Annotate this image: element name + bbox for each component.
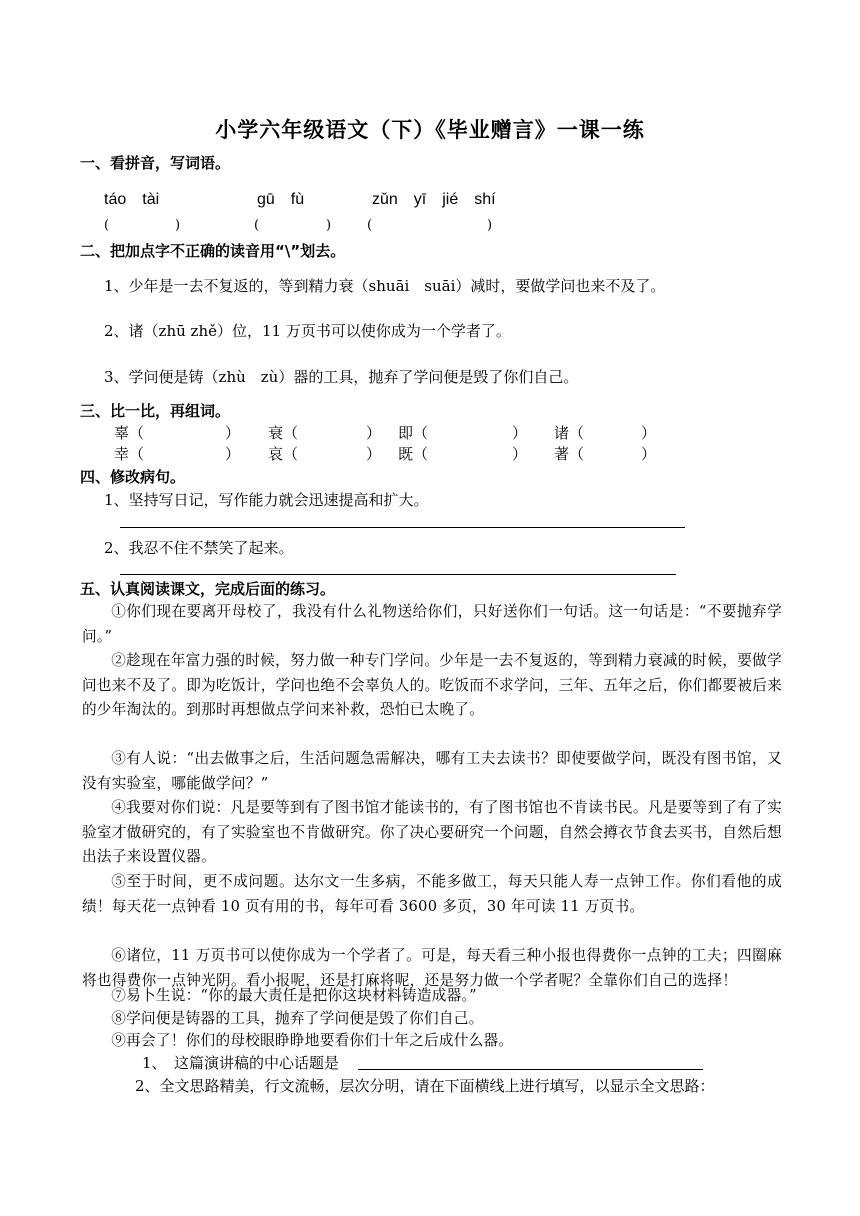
compare-cell: ） bbox=[512, 445, 528, 463]
section-5-heading: 五、认真阅读课文，完成后面的练习。 bbox=[80, 580, 336, 598]
compare-cell: 辜（ bbox=[114, 424, 145, 442]
pinyin-1: táo tài bbox=[104, 191, 160, 208]
answer-paren-close-3: ) bbox=[487, 218, 493, 233]
answer-line bbox=[120, 574, 676, 575]
compare-cell: 幸（ bbox=[114, 445, 145, 463]
reading-item-3: 3、学问便是铸（zhù zù）器的工具，抛弃了学问便是毁了你们自己。 bbox=[104, 368, 579, 386]
section-1-heading: 一、看拼音，写词语。 bbox=[80, 154, 231, 172]
compare-cell: ） bbox=[366, 445, 382, 463]
passage-paragraph-3: ③有人说：“出去做事之后，生活问题急需解决，哪有工夫去读书？即使要做学问，既没有图书馆，又没有实验室，哪能做学问？” bbox=[82, 750, 782, 792]
passage-paragraph-5: ⑤至于时间，更不成问题。达尔文一生多病，不能多做工，每天只能人寿一点钟工作。你们看他的成绩！每天花一点钟看 10 页有用的书，每年可看 3600 多页，30 年可读 11 万页书。 bbox=[82, 873, 782, 915]
compare-cell: 著（ bbox=[554, 445, 585, 463]
compare-cell: ） bbox=[641, 424, 657, 442]
passage-paragraph-8: ⑧学问便是铸器的工具，抛弃了学问便是毁了你们自己。 bbox=[111, 1010, 484, 1027]
compare-cell: ） bbox=[225, 445, 241, 463]
compare-cell: ） bbox=[225, 424, 241, 442]
answer-paren-close-1: ) bbox=[175, 218, 181, 233]
sentence-1: 1、坚持写日记，写作能力就会迅速提高和扩大。 bbox=[104, 491, 429, 509]
compare-cell: 哀（ bbox=[268, 445, 299, 463]
section-2-heading: 二、把加点字不正确的读音用“\”划去。 bbox=[80, 242, 346, 260]
question-1: 1、 这篇演讲稿的中心话题是 bbox=[142, 1054, 340, 1072]
answer-line bbox=[120, 527, 685, 528]
compare-cell: 即（ bbox=[398, 424, 429, 442]
compare-cell: ） bbox=[512, 424, 528, 442]
pinyin-2: gū fù bbox=[257, 191, 305, 208]
passage-paragraph-2: ②趁现在年富力强的时候，努力做一种专门学问。少年是一去不复返的，等到精力衰减的时候，要做学问也来不及了。即为吃饭计，学问也绝不会辜负人的。吃饭而不求学问，三年、五年之后，你们都要被后来的少年淘汰的。到那时再想做点学问来补救，恐怕已太晚了。 bbox=[82, 652, 783, 719]
passage-paragraph-6: ⑥诸位，11 万页书可以使你成为一个学者了。可是，每天看三种小报也得费你一点钟的工夫；四圈麻将也得费你一点钟光阴。看小报呢，还是打麻将呢，还是努力做一个学者呢？全靠你们自己的选择！ bbox=[82, 947, 782, 989]
question-2: 2、全文思路精美，行文流畅，层次分明，请在下面横线上进行填写，以显示全文思路： bbox=[135, 1077, 715, 1095]
passage-paragraph-4: ④我要对你们说：凡是要等到有了图书馆才能读书的，有了图书馆也不肯读书民。凡是要等到了有了实验室才做研究的，有了实验室也不肯做研究。你了决心要研究一个问题，自然会撙衣节食去买书，自然后想出法子来设置仪器。 bbox=[82, 799, 783, 866]
compare-cell: 诸（ bbox=[554, 424, 585, 442]
answer-paren-close-2: ) bbox=[326, 218, 332, 233]
passage-paragraph-7: ⑦易卜生说：“你的最大责任是把你这块材料铸造成器。” bbox=[111, 987, 477, 1004]
compare-cell: 衰（ bbox=[268, 424, 299, 442]
compare-cell: ） bbox=[366, 424, 382, 442]
reading-item-1: 1、少年是一去不复返的，等到精力衰（shuāi suāi）减时，要做学问也来不及了。 bbox=[104, 277, 666, 295]
answer-paren-open-2: ( bbox=[254, 218, 260, 233]
answer-paren-open-3: ( bbox=[367, 218, 373, 233]
pinyin-3: zǔn yī jié shí bbox=[372, 191, 496, 208]
reading-item-2: 2、诸（zhū zhě）位，11 万页书可以使你成为一个学者了。 bbox=[104, 322, 511, 340]
sentence-2: 2、我忍不住不禁笑了起来。 bbox=[104, 539, 294, 557]
section-3-heading: 三、比一比，再组词。 bbox=[80, 402, 231, 420]
answer-line bbox=[358, 1069, 703, 1070]
passage-paragraph-1: ①你们现在要离开母校了，我没有什么礼物送给你们，只好送你们一句话。这一句话是：“不要抛弃学问。” bbox=[82, 603, 782, 645]
page-title: 小学六年级语文（下）《毕业赠言》一课一练 bbox=[215, 118, 645, 142]
section-4-heading: 四、修改病句。 bbox=[80, 468, 186, 486]
compare-cell: ） bbox=[641, 445, 657, 463]
passage-paragraph-9: ⑨再会了！你们的母校眼睁睁地要看你们十年之后成什么器。 bbox=[111, 1032, 514, 1049]
answer-paren-open-1: ( bbox=[104, 218, 110, 233]
compare-cell: 既（ bbox=[398, 445, 429, 463]
